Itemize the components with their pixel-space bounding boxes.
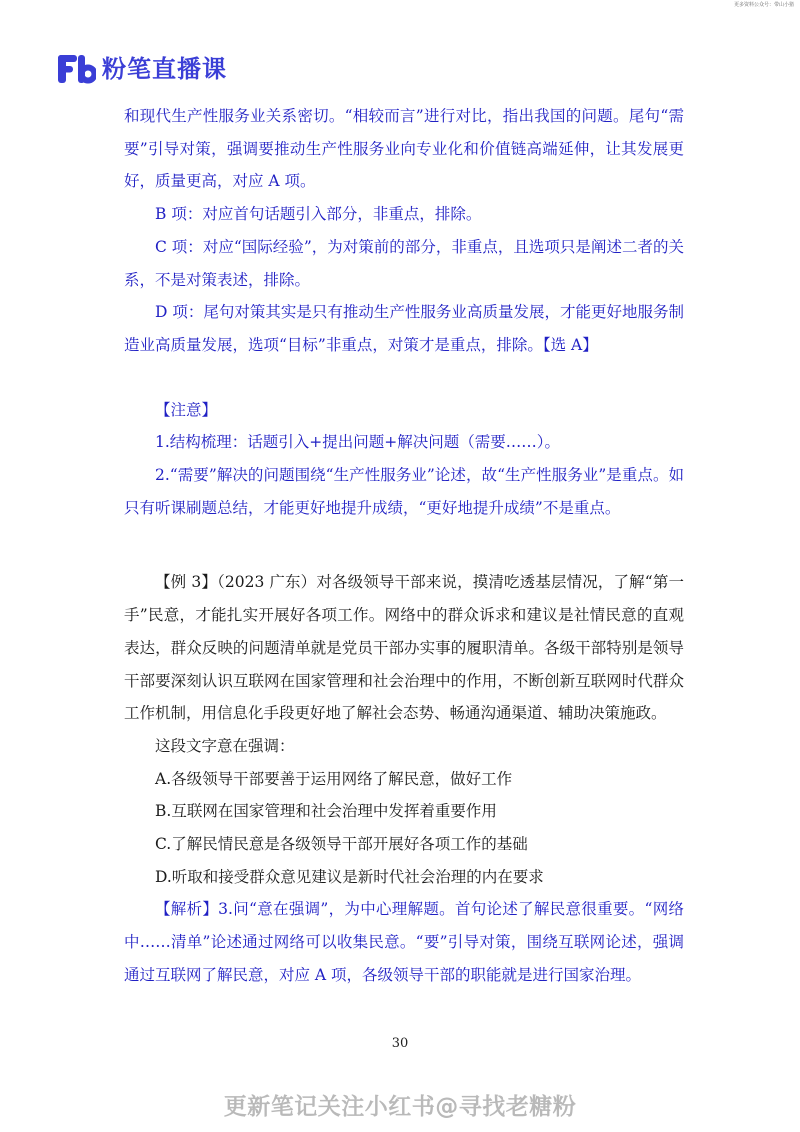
brand-logo-icon <box>58 53 96 85</box>
example-passage: 【例 3】（2023 广东）对各级领导干部来说，摸清吃透基层情况，了解“第一手”民意，才能扎实开展好各项工作。网络中的群众诉求和建议是社情民意的直观表达，群众反映的问题清单就是党员干部办实事的履职清单。各级干部特别是领导干部要深刻认识互联网在国家管理和社会治理中的作用，不断创新互联网时代群众工作机制，用信息化手段更好地了解社会态势、畅通沟通渠道、辅助决策施政。 <box>124 573 684 723</box>
example-analysis: 【解析】3.问“意在强调”，为中心理解题。首句论述了解民意很重要。“网络中……清单”论述通过网络可以收集民意。“要”引导对策，围绕互联网论述，强调通过互联网了解民意，对应 A 项，各级领导干部的职能就是进行国家治理。 <box>124 900 684 984</box>
notes-title: 【注意】 <box>155 400 218 419</box>
option-c: C.了解民情民意是各级领导干部开展好各项工作的基础 <box>155 835 528 854</box>
analysis-paragraph: 和现代生产性服务业关系密切。“相较而言”进行对比，指出我国的问题。尾句“需要”引导对策，强调要推动生产性服务业向专业化和价值链高端延伸，让其发展更好，质量更高，对应 A 项。 <box>124 107 684 191</box>
notes-item-1: 1.结构梳理：话题引入+提出问题+解决问题（需要……）。 <box>155 433 561 452</box>
page-number: 30 <box>391 1036 409 1051</box>
analysis-option-b: B 项：对应首句话题引入部分，非重点，排除。 <box>155 205 482 224</box>
corner-note: 更多资料公众号：带山小猪 <box>733 2 794 8</box>
analysis-option-c: C 项：对应“国际经验”，为对策前的部分，非重点，且选项只是阐述二者的关系，不是对策表述，排除。 <box>124 237 684 289</box>
option-a: A.各级领导干部要善于运用网络了解民意，做好工作 <box>155 769 513 788</box>
brand-header <box>58 52 227 86</box>
brand-name: 粉笔直播课 <box>102 55 227 83</box>
example-question: 这段文字意在强调： <box>155 736 295 755</box>
footer-watermark: 更新笔记关注小红书@寻找老糖粉 <box>223 1094 577 1120</box>
option-d: D.听取和接受群众意见建议是新时代社会治理的内在要求 <box>155 867 544 886</box>
notes-item-2: 2.“需要”解决的问题围绕“生产性服务业”论述，故“生产性服务业”是重点。如只有听课刷题总结，才能更好地提升成绩，“更好地提升成绩”不是重点。 <box>124 466 684 517</box>
page-content <box>124 100 684 992</box>
option-b: B.互联网在国家管理和社会治理中发挥着重要作用 <box>155 802 497 821</box>
analysis-option-d: D 项：尾句对策其实是只有推动生产性服务业高质量发展，才能更好地服务制造业高质量发展，选项“目标”非重点，对策才是重点，排除。【选 A】 <box>124 303 684 354</box>
